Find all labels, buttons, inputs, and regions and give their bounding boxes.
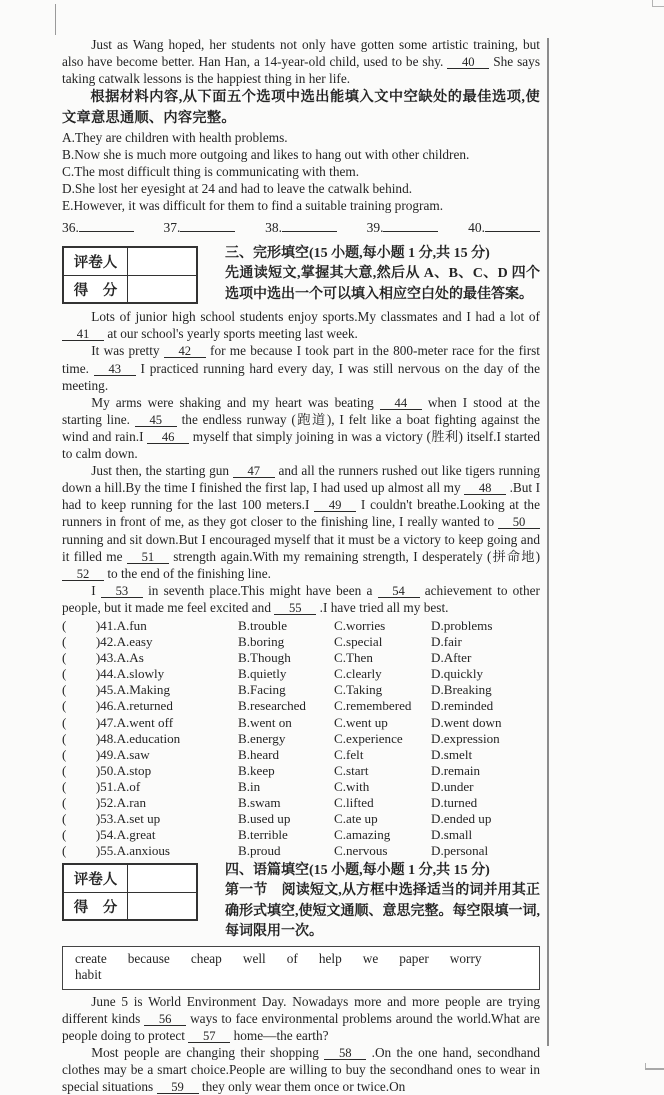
option-c: C.remembered bbox=[334, 698, 412, 714]
option-d: D.Breaking bbox=[431, 682, 492, 698]
cloze-option-row bbox=[62, 650, 540, 666]
cloze-option-row bbox=[62, 618, 540, 634]
option-number: ( )46. bbox=[62, 698, 117, 714]
option-number: ( )42. bbox=[62, 634, 117, 650]
option-d: D.ended up bbox=[431, 811, 492, 827]
blank-51: 51 bbox=[127, 551, 169, 564]
reading-choice-option: C.The most difficult thing is communicating with them. bbox=[62, 164, 360, 180]
grader-input-cell bbox=[128, 865, 196, 892]
word-bank bbox=[62, 946, 540, 990]
grader-input-cell bbox=[128, 248, 196, 275]
option-c: C.ate up bbox=[334, 811, 378, 827]
section3-instruction: 先通读短文,掌握其大意,然后从 A、B、C、D 四个选项中选出一个可以填入相应空白处的最佳答案。 bbox=[225, 266, 540, 302]
option-b: B.terrible bbox=[238, 827, 288, 843]
blank-50: 50 bbox=[498, 516, 540, 529]
option-d: D.personal bbox=[431, 843, 489, 859]
score-input-cell bbox=[128, 275, 196, 302]
cloze-paragraph: It was pretty 42 for me because I took part in the 800-meter race for the first time. 43 I practiced running hard every day, I was still nervous on the day of the meeting. bbox=[62, 343, 540, 393]
blank-59: 59 bbox=[157, 1081, 199, 1094]
cloze-option-row bbox=[62, 843, 540, 859]
grader-score-box bbox=[62, 246, 198, 304]
word-bank-item: worry bbox=[449, 950, 482, 966]
option-number-cell bbox=[62, 763, 238, 779]
option-c: C.Then bbox=[334, 650, 373, 666]
option-c: C.Taking bbox=[334, 682, 383, 698]
option-d: D.under bbox=[431, 778, 474, 794]
option-number-cell bbox=[62, 666, 238, 682]
option-b: B.went on bbox=[238, 714, 292, 730]
word-bank-item: paper bbox=[399, 950, 429, 966]
option-b: B.heard bbox=[238, 746, 280, 762]
word-bank-item: habit bbox=[75, 966, 102, 982]
option-d: D.reminded bbox=[431, 698, 494, 714]
reading-choice-option: B.Now she is much more outgoing and likes to hang out with other children. bbox=[62, 147, 470, 163]
word-bank-item: of bbox=[286, 950, 298, 966]
cloze-passage bbox=[62, 308, 540, 616]
blank-49: 49 bbox=[314, 499, 356, 512]
answer-number: 36. bbox=[62, 220, 79, 236]
option-number-cell bbox=[62, 827, 238, 843]
blank-58: 58 bbox=[324, 1047, 366, 1060]
score-label: 得 分 bbox=[64, 892, 128, 919]
option-c: C.experience bbox=[334, 730, 403, 746]
blank-41: 41 bbox=[62, 328, 104, 341]
answer-blank-item bbox=[62, 218, 134, 238]
word-bank-item: create bbox=[75, 950, 107, 966]
option-a: A.education bbox=[116, 730, 181, 746]
option-number-cell bbox=[62, 650, 238, 666]
grader-label: 评卷人 bbox=[64, 865, 128, 892]
word-bank-item: cheap bbox=[190, 950, 222, 966]
option-d: D.expression bbox=[431, 730, 500, 746]
option-c: C.lifted bbox=[334, 795, 374, 810]
option-b: B.Facing bbox=[238, 682, 286, 698]
option-d: D.After bbox=[431, 650, 472, 666]
cloze-option-row bbox=[62, 827, 540, 843]
option-c: C.start bbox=[334, 762, 369, 778]
cloze-option-row bbox=[62, 731, 540, 747]
option-number: ( )54. bbox=[62, 827, 117, 843]
option-number: ( )49. bbox=[62, 746, 117, 762]
gap-fill-paragraph: Most people are changing their shopping 58 .On the one hand, secondhand clothes may be a smart choice.People are willing to buy the secondhand ones to wear in special situations 59 they only wear them once or twice.On bbox=[62, 1045, 540, 1095]
option-a: A.easy bbox=[116, 634, 153, 650]
option-number: ( )48. bbox=[62, 730, 117, 746]
cloze-option-row bbox=[62, 634, 540, 650]
option-c: C.felt bbox=[334, 746, 364, 762]
option-number-cell bbox=[62, 811, 238, 827]
reading-task-instruction: 根据材料内容,从下面五个选项中选出能填入文中空缺处的最佳选项,使文章意思通顺、内容完整。 bbox=[62, 89, 540, 127]
section3-header-row bbox=[62, 244, 540, 306]
option-a: A.Making bbox=[116, 682, 171, 698]
option-number-cell bbox=[62, 634, 238, 650]
grader-label: 评卷人 bbox=[64, 248, 128, 275]
answer-underline bbox=[180, 218, 235, 232]
option-number-cell bbox=[62, 779, 238, 795]
option-c: C.nervous bbox=[334, 843, 388, 859]
option-number-cell bbox=[62, 843, 238, 859]
option-number: ( )50. bbox=[62, 762, 117, 778]
option-number: ( )55. bbox=[62, 843, 117, 859]
grader-score-box bbox=[62, 863, 198, 921]
option-a: A.stop bbox=[116, 762, 152, 778]
cloze-option-row bbox=[62, 698, 540, 714]
option-number: ( )43. bbox=[62, 650, 117, 666]
option-b: B.boring bbox=[238, 634, 285, 650]
cloze-paragraph: I 53 in seventh place.This might have been a 54 achievement to other people, but it made me feel excited and 55 .I have tried all my best. bbox=[62, 582, 540, 615]
cloze-option-row bbox=[62, 682, 540, 698]
cloze-option-row bbox=[62, 779, 540, 795]
option-b: B.quietly bbox=[238, 666, 287, 682]
blank-40: 40 bbox=[447, 56, 489, 69]
option-number: ( )52. bbox=[62, 795, 117, 810]
option-d: D.small bbox=[431, 827, 473, 843]
reading-choice-option: A.They are children with health problems. bbox=[62, 130, 288, 146]
cloze-paragraph: My arms were shaking and my heart was beating 44 when I stood at the starting line. 45 the endless runway (跑道), I felt like a boat fighting against the wind and rain.I 46 myself that simply joining in was a victory (胜利) itself.I started to calm down. bbox=[62, 394, 540, 462]
cloze-option-row bbox=[62, 666, 540, 682]
blank-45: 45 bbox=[135, 414, 177, 427]
blank-44: 44 bbox=[380, 397, 422, 410]
option-a: A.ran bbox=[116, 795, 147, 810]
exam-page-content bbox=[62, 36, 540, 1095]
blank-46: 46 bbox=[147, 431, 189, 444]
blank-42: 42 bbox=[164, 345, 206, 358]
section4-header-row bbox=[62, 861, 540, 943]
answer-blank-item bbox=[468, 218, 540, 238]
section4-instruction: 第一节 阅读短文,从方框中选择适当的词并用其正确形式填空,使短文通顺、意思完整。每空限填一词,每词限用一次。 bbox=[225, 883, 540, 940]
score-label: 得 分 bbox=[64, 275, 128, 302]
option-number-cell bbox=[62, 795, 238, 811]
option-d: D.turned bbox=[431, 795, 478, 810]
scan-corner-mark bbox=[652, 6, 664, 7]
scan-corner-mark bbox=[645, 1068, 664, 1070]
option-b: B.Though bbox=[238, 650, 291, 666]
reading-choices-list bbox=[62, 129, 540, 214]
blank-56: 56 bbox=[144, 1013, 186, 1026]
section3-title: 三、完形填空(15 小题,每小题 1 分,共 15 分) bbox=[225, 246, 490, 262]
blank-54: 54 bbox=[378, 585, 420, 598]
reading-passage-paragraph: Just as Wang hoped, her students not only have gotten some artistic training, but also have become better. Han Han, a 14-year-old child, used to be shy. 40 She says taking catwalk lessons is the happiest thing in her life. bbox=[62, 37, 540, 87]
option-number: ( )41. bbox=[62, 617, 117, 633]
option-b: B.swam bbox=[238, 795, 281, 810]
option-number: ( )45. bbox=[62, 682, 117, 698]
answer-blank-item bbox=[164, 218, 236, 238]
option-c: C.went up bbox=[334, 714, 388, 730]
option-number-cell bbox=[62, 618, 238, 634]
cloze-paragraph: Lots of junior high school students enjoy sports.My classmates and I had a lot of 41 at our school's yearly sports meeting last week. bbox=[62, 308, 540, 342]
answer-underline bbox=[79, 218, 134, 232]
answer-blanks-row bbox=[62, 218, 540, 238]
option-b: B.proud bbox=[238, 843, 281, 859]
option-a: A.anxious bbox=[116, 843, 171, 859]
option-number-cell bbox=[62, 698, 238, 714]
cloze-option-row bbox=[62, 747, 540, 763]
option-d: D.went down bbox=[431, 714, 502, 730]
option-a: A.great bbox=[116, 827, 156, 843]
reading-choice-option: E.However, it was difficult for them to find a suitable training program. bbox=[62, 198, 444, 214]
word-bank-item: because bbox=[127, 950, 170, 966]
cloze-option-row bbox=[62, 795, 540, 811]
answer-blank-item bbox=[367, 218, 439, 238]
option-number-cell bbox=[62, 715, 238, 731]
option-d: D.smelt bbox=[431, 746, 473, 762]
option-a: A.fun bbox=[116, 617, 147, 633]
option-b: B.researched bbox=[238, 698, 306, 714]
word-bank-item: well bbox=[242, 950, 266, 966]
cloze-paragraph: Just then, the starting gun 47 and all the runners rushed out like tigers running down a hill.By the time I finished the first lap, I had used up almost all my 48 .But I had to keep running for the last 100 meters.I 49 I couldn't breathe.Looking at the runners in front of me, as they got closer to the finishing line, I really wanted to 50 running and sit down.But I encouraged myself that it must be a victory to keep going and it filled me 51 strength again.With my remaining strength, I desperately (拼命地) 52 to the end of the finishing line. bbox=[62, 463, 540, 581]
gap-fill-passage bbox=[62, 993, 540, 1095]
blank-53: 53 bbox=[101, 585, 143, 598]
option-a: A.As bbox=[116, 650, 144, 666]
blank-48: 48 bbox=[464, 482, 506, 495]
option-number: ( )53. bbox=[62, 811, 117, 827]
blank-52: 52 bbox=[62, 568, 104, 581]
blank-55: 55 bbox=[274, 602, 316, 615]
option-c: C.with bbox=[334, 778, 370, 794]
answer-underline bbox=[383, 218, 438, 232]
blank-43: 43 bbox=[94, 363, 136, 376]
option-a: A.set up bbox=[116, 811, 161, 827]
cloze-option-row bbox=[62, 763, 540, 779]
section4-title: 四、语篇填空(15 小题,每小题 1 分,共 15 分) bbox=[225, 863, 490, 879]
option-b: B.energy bbox=[238, 730, 286, 746]
option-a: A.saw bbox=[116, 746, 150, 762]
option-number: ( )44. bbox=[62, 666, 117, 682]
scan-edge-tick bbox=[55, 4, 56, 35]
option-d: D.fair bbox=[431, 634, 462, 650]
option-d: D.remain bbox=[431, 762, 481, 778]
cloze-option-row bbox=[62, 811, 540, 827]
option-c: C.worries bbox=[334, 617, 386, 633]
option-number: ( )47. bbox=[62, 714, 117, 730]
blank-47: 47 bbox=[233, 465, 275, 478]
cloze-option-row bbox=[62, 715, 540, 731]
option-b: B.keep bbox=[238, 762, 275, 778]
option-b: B.in bbox=[238, 778, 261, 794]
score-input-cell bbox=[128, 892, 196, 919]
word-bank-item: we bbox=[362, 950, 379, 966]
word-bank-item: help bbox=[318, 950, 342, 966]
blank-57: 57 bbox=[188, 1030, 230, 1043]
option-c: C.amazing bbox=[334, 827, 391, 843]
option-a: A.slowly bbox=[116, 666, 165, 682]
option-a: A.went off bbox=[116, 714, 174, 730]
option-number: ( )51. bbox=[62, 778, 117, 794]
option-b: B.used up bbox=[238, 811, 291, 827]
option-b: B.trouble bbox=[238, 617, 288, 633]
answer-underline bbox=[282, 218, 337, 232]
option-number-cell bbox=[62, 747, 238, 763]
option-a: A.returned bbox=[116, 698, 173, 714]
option-c: C.special bbox=[334, 634, 383, 650]
answer-blank-item bbox=[265, 218, 337, 238]
reading-choice-option: D.She lost her eyesight at 24 and had to leave the catwalk behind. bbox=[62, 181, 413, 197]
gap-fill-paragraph: June 5 is World Environment Day. Nowadays more and more people are trying different kinds 56 ways to face environmental problems around the world.What are people doing to protect 57 home—the earth? bbox=[62, 993, 540, 1044]
option-number-cell bbox=[62, 731, 238, 747]
answer-underline bbox=[485, 218, 540, 232]
page-divider-rule bbox=[547, 38, 549, 1046]
option-c: C.clearly bbox=[334, 666, 382, 682]
option-d: D.problems bbox=[431, 617, 493, 633]
answer-number: 40. bbox=[468, 220, 485, 236]
option-a: A.of bbox=[116, 778, 141, 794]
answer-number: 37. bbox=[163, 220, 181, 236]
answer-number: 38. bbox=[265, 220, 282, 236]
option-d: D.quickly bbox=[431, 666, 484, 682]
option-number-cell bbox=[62, 682, 238, 698]
cloze-options-table bbox=[62, 618, 540, 859]
answer-number: 39. bbox=[366, 220, 384, 236]
